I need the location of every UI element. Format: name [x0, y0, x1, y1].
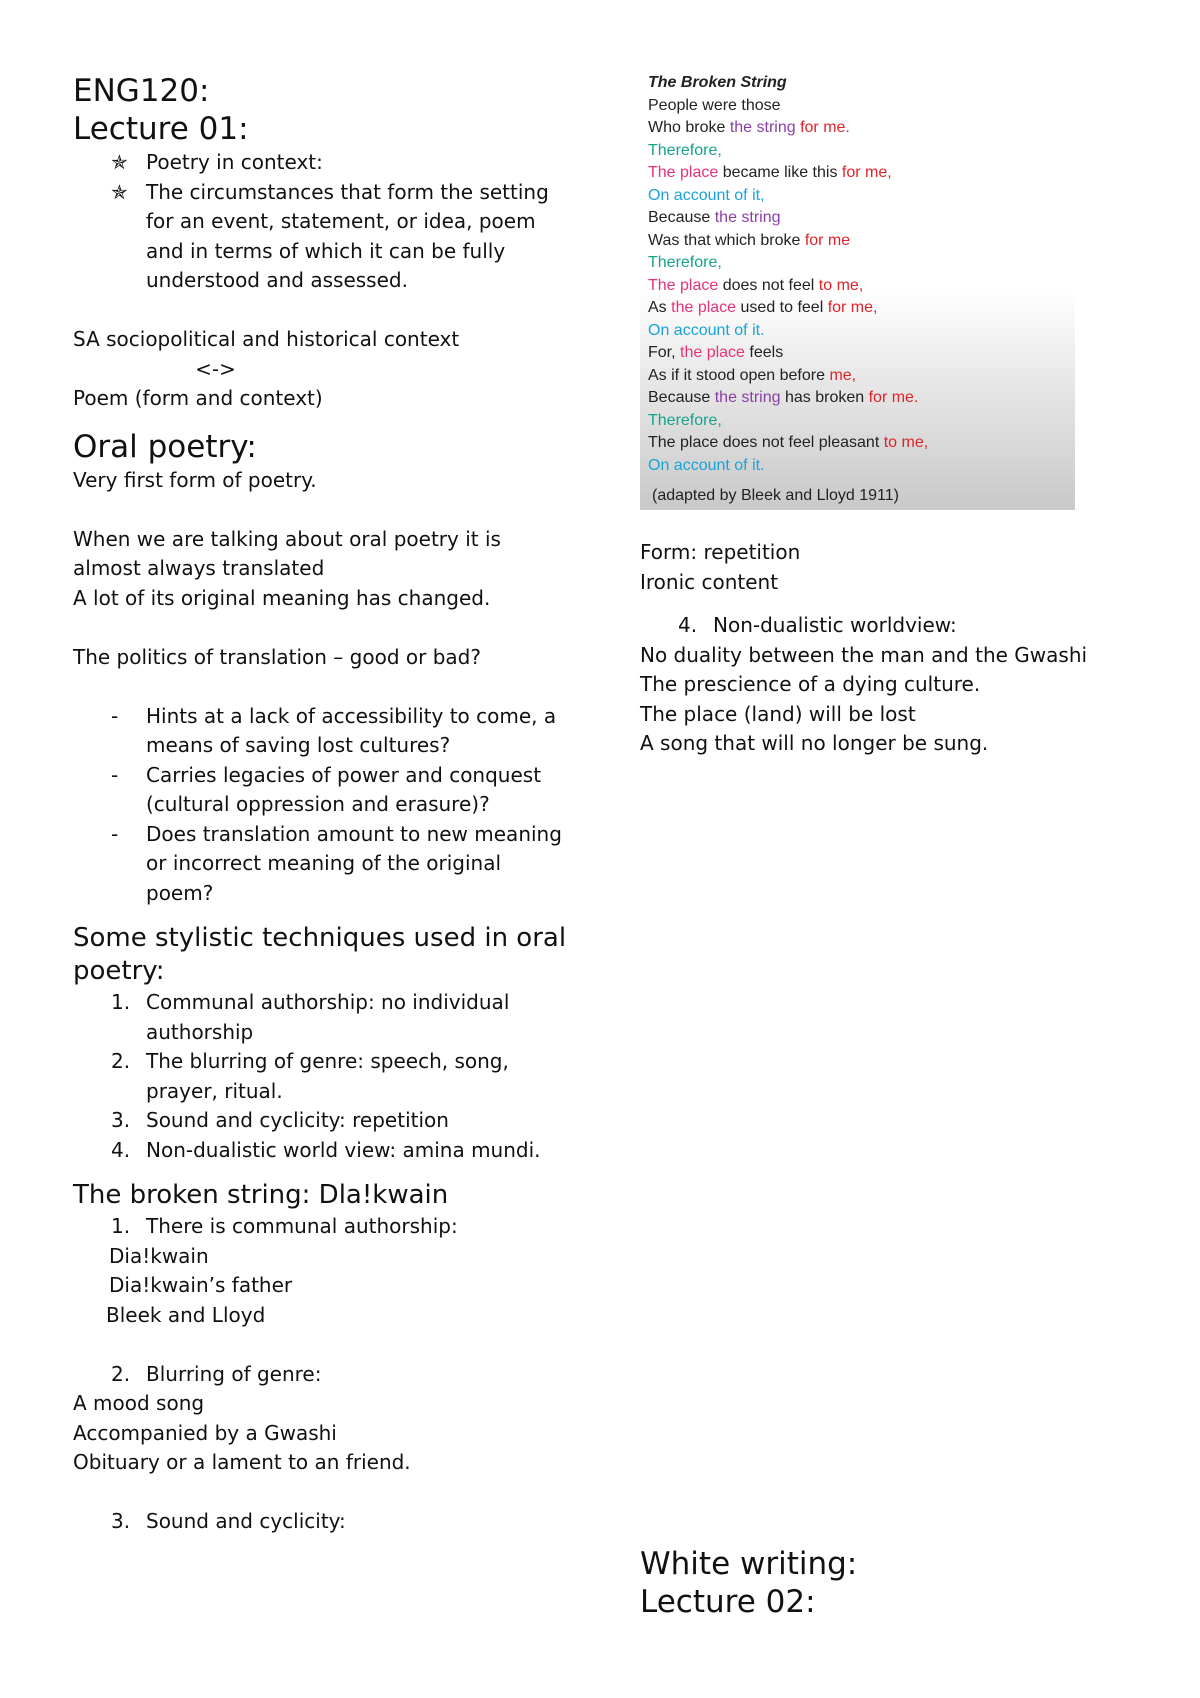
poem-line	[648, 410, 1075, 433]
poem-line	[648, 185, 1075, 208]
poem-segment: the string	[714, 209, 781, 226]
poem-image	[640, 70, 1075, 510]
list-item: 3. Sound and cyclicity: repetition	[111, 1108, 449, 1132]
poem-line	[648, 117, 1075, 140]
list-item: 1. Communal authorship: no individual authorship	[111, 990, 510, 1044]
poem-segment: the place	[680, 344, 750, 361]
poem-line	[648, 162, 1075, 185]
poem-line: Poem (form and context)	[73, 386, 323, 410]
form-line: Form: repetition	[640, 540, 801, 564]
list-item: 4. Non-dualistic worldview:	[678, 613, 957, 637]
list-item: 3. Sound and cyclicity:	[111, 1509, 346, 1533]
author-line: Dia!kwain’s father	[109, 1273, 293, 1297]
poem-segment: People were those	[648, 96, 781, 114]
genre-line: Obituary or a lament to an friend.	[73, 1450, 411, 1474]
author-line: Bleek and Lloyd	[106, 1302, 266, 1327]
list-item: - Does translation amount to new meaning or incorrect meaning of the original poem?	[111, 821, 562, 905]
context-bullets	[73, 148, 573, 296]
poem-line	[648, 297, 1075, 320]
poem-segment: The place	[648, 276, 723, 294]
right-column	[640, 72, 1110, 759]
poem-segment: Who broke	[648, 119, 730, 136]
nd-line: The place (land) will be lost	[640, 701, 916, 726]
genre-line: Accompanied by a Gwashi	[73, 1420, 337, 1445]
poem-line	[648, 455, 1075, 478]
politics-line: The politics of translation – good or bad?	[73, 644, 481, 669]
context-line: SA sociopolitical and historical context	[73, 327, 460, 351]
translation-dash-list	[73, 702, 573, 909]
nd-line: No duality between the man and the Gwashi	[640, 642, 1088, 667]
poem-segment: The place does not feel pleasant	[648, 434, 884, 451]
course-title: ENG120:	[73, 73, 210, 109]
list-item: - Carries legacies of power and conquest (cultural oppression and erasure)?	[111, 762, 542, 816]
list-item: 2. The blurring of genre: speech, song, prayer, ritual.	[111, 1049, 509, 1103]
left-column	[73, 72, 573, 1537]
oral-translated: When we are talking about oral poetry it is almost always translated	[73, 526, 501, 580]
poem-segment: Because	[648, 209, 715, 226]
poem-line	[648, 140, 1075, 163]
nd-line: The prescience of a dying culture.	[640, 672, 981, 696]
list-item: ✯ Poetry in context:	[73, 148, 573, 178]
list-item: ✯ The circumstances that form the setting for an event, statement, or idea, poem and in terms of which it can be fully understood and assessed.	[111, 179, 549, 292]
poem-segment: me,	[829, 366, 857, 384]
poem-segment: has broken	[784, 389, 869, 406]
author-line: Dia!kwain	[109, 1243, 209, 1268]
poem-segment: As	[648, 299, 672, 316]
poem-segment: for me,	[827, 299, 878, 316]
lecture-title: Lecture 01:	[73, 111, 249, 147]
poem-line	[648, 95, 1075, 118]
oral-poetry-heading: Oral poetry:	[73, 428, 257, 465]
lecture-02-title: Lecture 02:	[640, 1584, 816, 1620]
stylistic-list	[73, 988, 573, 1165]
poem-segment: for me,	[841, 164, 892, 181]
nd-line: A song that will no longer be sung.	[640, 731, 989, 755]
poem-line	[648, 252, 1075, 275]
next-lecture	[640, 1545, 857, 1621]
poem-segment: On account of it,	[648, 186, 765, 204]
oral-first: Very first form of poetry.	[73, 467, 317, 492]
poem-line	[648, 432, 1075, 455]
poem-segment: the place	[671, 299, 741, 316]
poem-segment: for me	[804, 231, 851, 249]
poem-segment: feels	[749, 344, 784, 361]
poem-segment: to me,	[883, 434, 929, 451]
poem-segment: Because	[648, 389, 715, 406]
poem-line	[648, 387, 1075, 410]
broken-string-heading: The broken string: Dla!kwain	[73, 1180, 449, 1210]
star-bullet-icon: ✯	[111, 150, 128, 174]
ironic-line: Ironic content	[640, 569, 779, 594]
poem-segment: Therefore,	[648, 411, 722, 429]
list-item: 4. Non-dualistic world view: amina mundi.	[111, 1137, 541, 1162]
poem-segment: Was that which broke	[648, 231, 805, 249]
poem-line	[648, 365, 1075, 388]
list-item: 2. Blurring of genre:	[111, 1361, 322, 1386]
poem-segment: As if it stood open before	[648, 366, 830, 384]
star-bullet-icon: ✯	[111, 179, 128, 204]
poem-line	[648, 230, 1075, 253]
poem-segment: Therefore,	[648, 141, 722, 159]
poem-segment: On account of it.	[648, 456, 765, 474]
poem-segment: became like this	[722, 164, 842, 181]
poem-line	[648, 342, 1075, 365]
poem-line	[648, 275, 1075, 298]
poem-segment: Therefore,	[648, 254, 722, 271]
white-writing-title: White writing:	[640, 1546, 858, 1582]
poem-segment: for me.	[800, 119, 850, 136]
poem-segment: the string	[729, 119, 801, 136]
poem-segment: On account of it.	[648, 321, 765, 339]
list-item: 1. There is communal authorship:	[111, 1214, 458, 1238]
poem-segment: the string	[714, 389, 785, 406]
poem-segment: For,	[648, 344, 681, 361]
bidirectional-arrow: <->	[195, 356, 236, 381]
list-item: - Hints at a lack of accessibility to come, a means of saving lost cultures?	[111, 703, 557, 757]
poem-credit: (adapted by Bleek and Lloyd 1911)	[652, 487, 899, 504]
poem-title: The Broken String	[648, 74, 787, 91]
poem-lines	[648, 95, 1075, 478]
poem-segment: The place	[648, 164, 723, 181]
poem-segment: for me.	[868, 389, 919, 406]
poem-line	[648, 207, 1075, 230]
genre-line: A mood song	[73, 1391, 205, 1415]
poem-segment: does not feel	[722, 276, 819, 294]
poem-segment: to me,	[818, 276, 864, 294]
oral-meaning: A lot of its original meaning has changed.	[73, 585, 491, 610]
poem-segment: used to feel	[740, 299, 828, 316]
stylistic-heading: Some stylistic techniques used in oral poetry:	[73, 923, 567, 986]
poem-line	[648, 320, 1075, 343]
